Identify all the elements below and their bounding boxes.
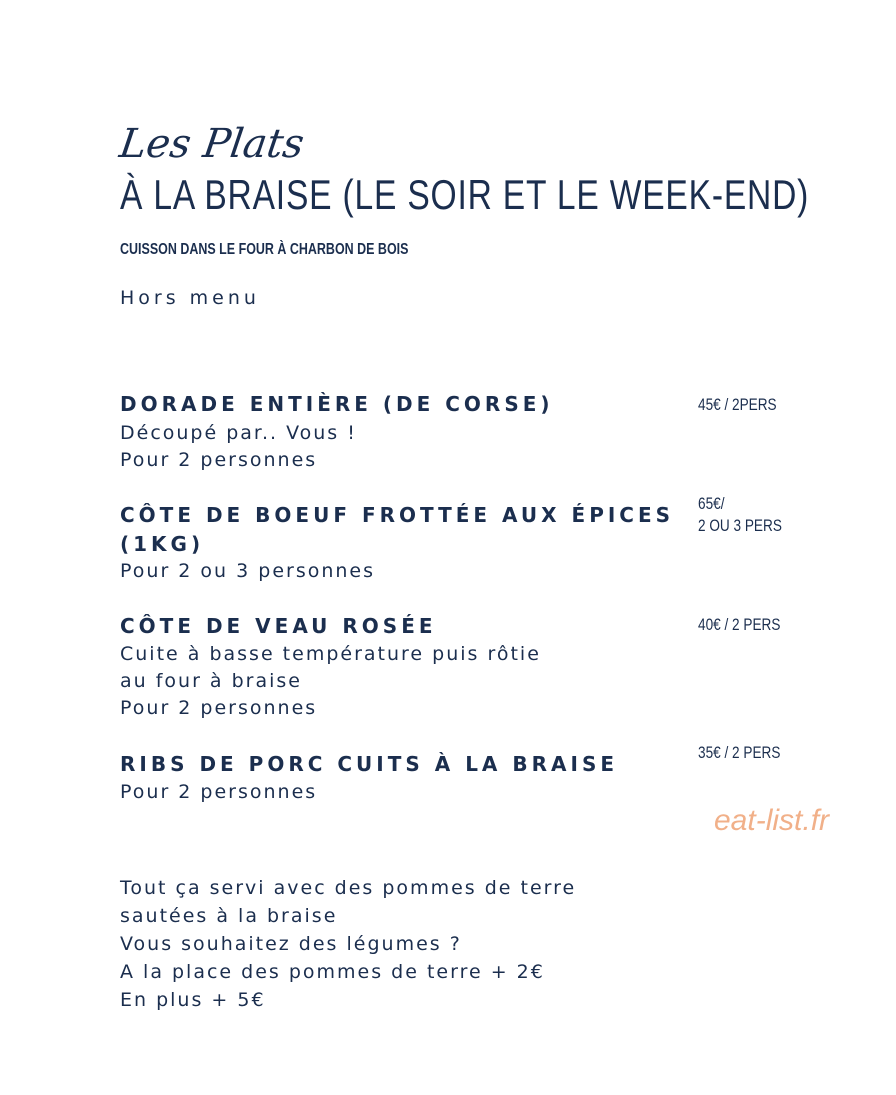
dish-description-line: Pour 2 personnes bbox=[120, 449, 318, 471]
dish-name: DORADE ENTIÈRE (DE CORSE) bbox=[120, 392, 554, 416]
footer-note-line: sautées à la braise bbox=[120, 905, 338, 927]
dish-name: (1KG) bbox=[120, 532, 205, 556]
dish-price: 65€/ bbox=[698, 494, 725, 513]
watermark-text: eat-list.fr bbox=[714, 804, 830, 837]
dish-description-line: Pour 2 personnes bbox=[120, 697, 318, 719]
footer-note-line: Vous souhaitez des légumes ? bbox=[120, 933, 462, 955]
dish-name: CÔTE DE VEAU ROSÉE bbox=[120, 614, 437, 638]
footer-note-line: En plus + 5€ bbox=[120, 989, 266, 1011]
section-script-heading: Les Plats bbox=[116, 121, 307, 167]
dish-price: 45€ / 2PERS bbox=[698, 395, 777, 414]
dish-price: 35€ / 2 PERS bbox=[698, 743, 781, 762]
dish-price: 2 OU 3 PERS bbox=[698, 516, 782, 535]
dish-name: CÔTE DE BOEUF FROTTÉE AUX ÉPICES bbox=[120, 503, 675, 527]
page-title: À LA BRAISE (LE SOIR ET LE WEEK-END) bbox=[120, 171, 810, 218]
dish-name: RIBS DE PORC CUITS À LA BRAISE bbox=[120, 752, 619, 776]
page-subtitle: CUISSON DANS LE FOUR À CHARBON DE BOIS bbox=[120, 241, 409, 258]
hors-menu-note: Hors menu bbox=[120, 287, 260, 309]
dish-description-line: Cuite à basse température puis rôtie bbox=[120, 643, 541, 665]
footer-note-line: A la place des pommes de terre + 2€ bbox=[120, 961, 545, 983]
dish-price: 40€ / 2 PERS bbox=[698, 615, 781, 634]
dish-description-line: au four à braise bbox=[120, 670, 302, 692]
dish-description-line: Pour 2 personnes bbox=[120, 781, 318, 803]
dish-description-line: Découpé par.. Vous ! bbox=[120, 422, 357, 444]
footer-note-line: Tout ça servi avec des pommes de terre bbox=[120, 877, 577, 899]
dish-description-line: Pour 2 ou 3 personnes bbox=[120, 560, 376, 582]
